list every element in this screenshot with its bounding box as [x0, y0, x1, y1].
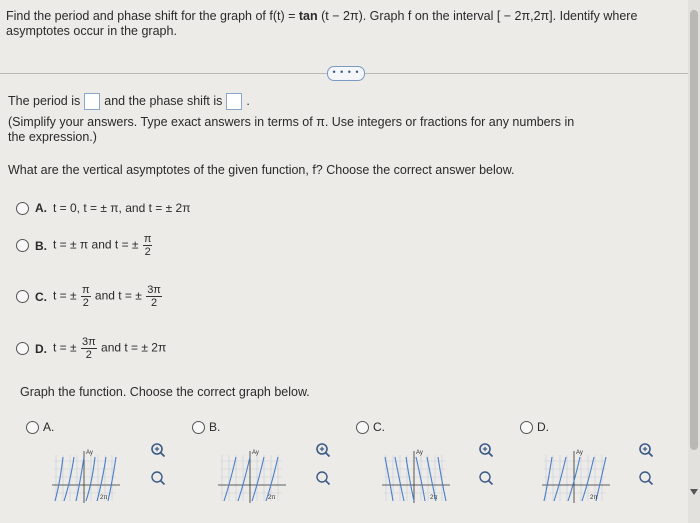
graph-d-svg: [540, 445, 612, 505]
instructions-line-2: the expression.): [8, 130, 97, 144]
period-line-suffix: .: [246, 93, 250, 108]
graph-c-y-label: Ay: [416, 450, 423, 456]
option-c-num1: π: [81, 284, 90, 296]
graph-b-axis-label: 2π: [268, 495, 276, 501]
radio-c[interactable]: [16, 290, 29, 303]
question-text: [6, 9, 686, 39]
graph-radio-c[interactable]: [356, 421, 369, 434]
graph-c-letter: C.: [373, 420, 385, 434]
asymptote-option-c[interactable]: [16, 284, 163, 309]
option-b-letter: B.: [35, 238, 47, 253]
option-c-text: [53, 284, 163, 309]
option-c-den2: 2: [150, 297, 158, 309]
option-d-letter: D.: [35, 341, 47, 356]
asymptote-option-d[interactable]: [16, 336, 166, 361]
instructions-line-1: (Simplify your answers. Type exact answers in terms of π. Use integers or fractions for any numbers in: [8, 115, 575, 129]
graph-d-y-label: Ay: [576, 450, 583, 456]
zoom-out-icon-c[interactable]: [478, 470, 494, 489]
graph-thumbnail-a[interactable]: [50, 445, 122, 508]
graph-a-svg: [50, 445, 122, 505]
period-input[interactable]: [84, 93, 100, 110]
graph-b-y-label: Ay: [252, 450, 259, 456]
option-d-post: and t = ± 2π: [101, 340, 167, 355]
option-c-mid: and t = ±: [94, 288, 142, 303]
question-part2: (t − 2π). Graph f on the interval [ − 2π,2π]. Identify where asymptotes occur in the graph.: [6, 9, 638, 38]
graph-option-b[interactable]: [192, 420, 220, 434]
period-label: The period is: [8, 93, 81, 108]
scroll-down-arrow-icon[interactable]: [690, 489, 698, 495]
graph-option-d[interactable]: [520, 420, 549, 434]
graph-option-c[interactable]: [356, 420, 385, 434]
option-d-num: 3π: [81, 336, 96, 348]
option-c-num2: 3π: [147, 284, 161, 296]
option-c-pre: t = ±: [53, 288, 77, 303]
radio-d[interactable]: [16, 342, 29, 355]
option-d-den: 2: [85, 349, 92, 361]
zoom-in-icon-b[interactable]: [315, 442, 331, 461]
option-b-fraction: [143, 233, 153, 258]
graph-radio-d[interactable]: [520, 421, 533, 434]
radio-b[interactable]: [16, 239, 29, 252]
graph-thumbnail-b[interactable]: [216, 445, 288, 508]
radio-a[interactable]: [16, 202, 29, 215]
graph-a-letter: A.: [43, 420, 55, 434]
option-c-den1: 2: [82, 297, 89, 309]
asymptote-option-b[interactable]: [16, 233, 153, 258]
zoom-out-icon-a[interactable]: [150, 470, 166, 489]
graph-thumbnail-d[interactable]: [540, 445, 612, 508]
option-d-text: [53, 336, 166, 361]
option-b-den: 2: [144, 246, 151, 258]
more-button[interactable]: • • • •: [327, 66, 365, 81]
phase-shift-label: and the phase shift is: [104, 93, 223, 108]
option-c-fraction-1: [81, 284, 91, 309]
scrollbar-thumb[interactable]: [690, 10, 698, 450]
option-d-fraction: [81, 336, 97, 361]
period-line: [8, 93, 250, 110]
option-a-letter: A.: [35, 201, 47, 215]
option-c-fraction-2: [146, 284, 162, 309]
graph-c-svg: [380, 445, 452, 505]
graph-d-axis-label: 2π: [590, 495, 598, 501]
option-b-pre: t = ± π and t = ±: [53, 237, 139, 252]
phase-shift-input[interactable]: [226, 93, 242, 110]
graph-b-svg: [216, 445, 288, 505]
zoom-in-icon-d[interactable]: [638, 442, 654, 461]
function-name: tan: [298, 9, 318, 23]
zoom-in-icon-c[interactable]: [478, 442, 494, 461]
graph-c-axis-label: 2π: [430, 495, 438, 501]
question-part1: Find the period and phase shift for the graph of f(t) =: [6, 9, 299, 23]
option-b-num: π: [143, 233, 152, 245]
zoom-out-icon-d[interactable]: [638, 470, 654, 489]
graph-a-y-label: Ay: [86, 450, 93, 456]
graph-question: Graph the function. Choose the correct graph below.: [20, 385, 310, 399]
graph-b-letter: B.: [209, 420, 221, 434]
option-c-letter: C.: [35, 289, 47, 304]
graph-thumbnail-c[interactable]: [380, 445, 452, 508]
graph-radio-a[interactable]: [26, 421, 39, 434]
graph-a-axis-label: 2π: [100, 495, 108, 501]
option-b-text: [53, 233, 153, 258]
asymptote-option-a[interactable]: [16, 201, 190, 215]
option-d-pre: t = ±: [53, 340, 77, 355]
asymptote-question: What are the vertical asymptotes of the given function, f? Choose the correct answer below.: [8, 163, 515, 177]
graph-option-a[interactable]: [26, 420, 54, 434]
zoom-out-icon-b[interactable]: [315, 470, 331, 489]
vertical-scrollbar[interactable]: [688, 0, 700, 523]
graph-d-letter: D.: [537, 420, 549, 434]
option-a-text: t = 0, t = ± π, and t = ± 2π: [53, 201, 191, 215]
graph-radio-b[interactable]: [192, 421, 205, 434]
zoom-in-icon-a[interactable]: [150, 442, 166, 461]
